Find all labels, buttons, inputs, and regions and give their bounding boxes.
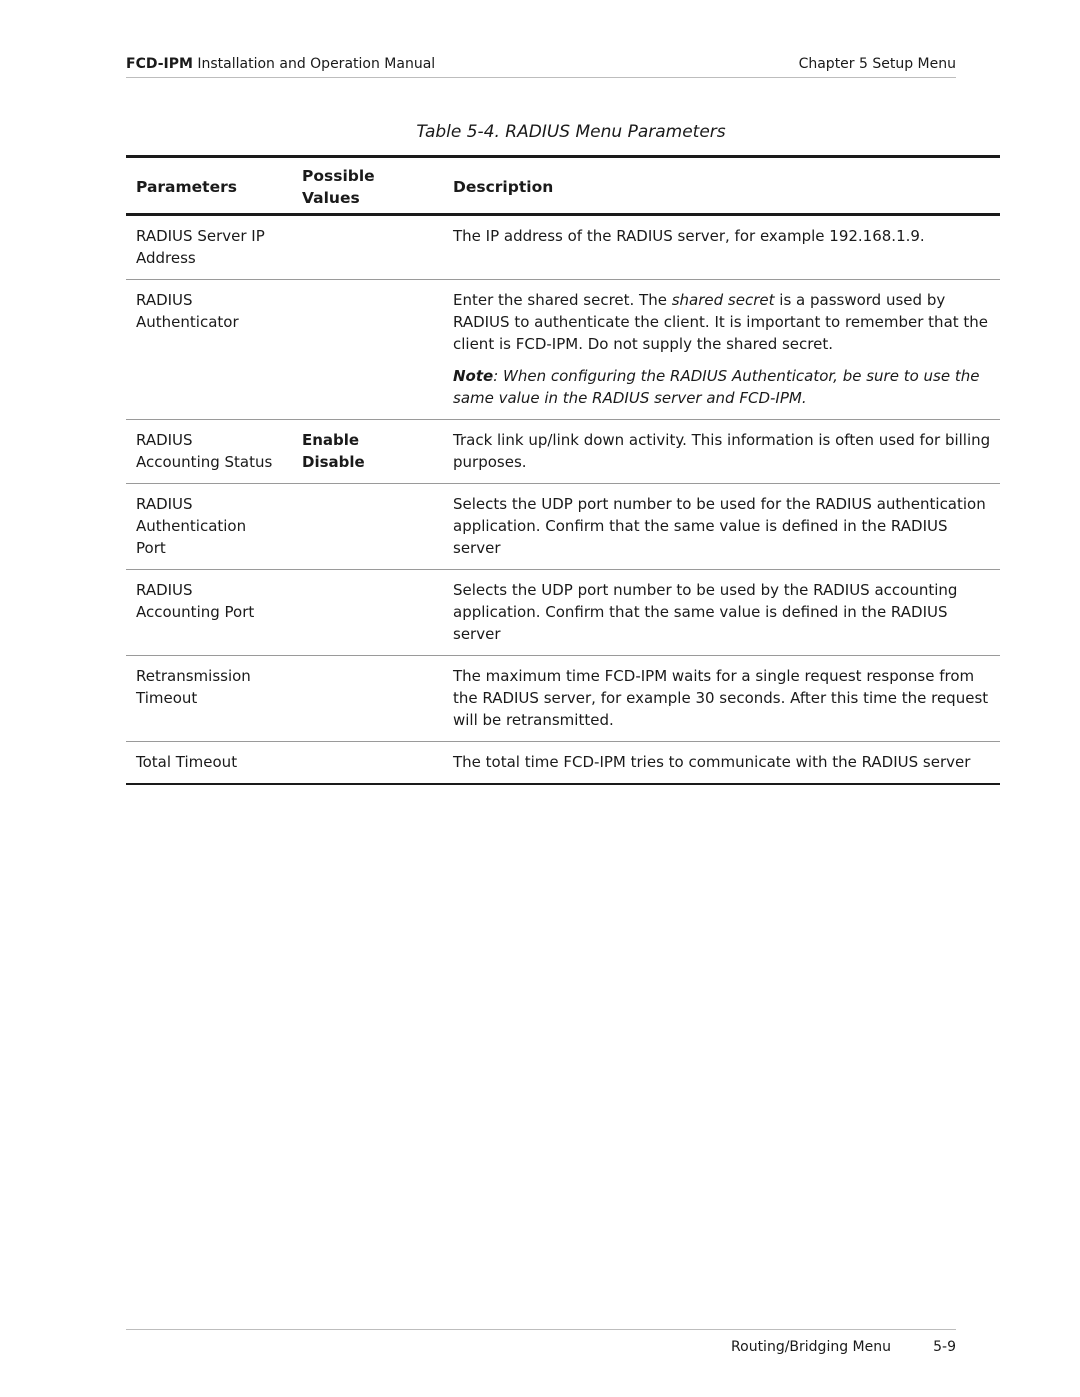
description-cell: Track link up/link down activity. This information is often used for billing purposes. <box>443 420 1000 484</box>
values-cell <box>292 215 443 280</box>
column-header-description: Description <box>443 157 1000 215</box>
value-disable: Disable <box>302 453 365 471</box>
param-cell: Retransmission Timeout <box>126 656 292 742</box>
column-header-parameters: Parameters <box>126 157 292 215</box>
table-row <box>126 420 1000 484</box>
page-footer <box>126 1329 956 1355</box>
values-cell <box>292 484 443 570</box>
param-cell: RADIUS Accounting Port <box>126 570 292 656</box>
table-row <box>126 484 1000 570</box>
description-cell: Selects the UDP port number to be used for the RADIUS authentication application. Confirm that the same value is defined in the RADIUS server <box>443 484 1000 570</box>
page-header <box>126 56 956 78</box>
value-enable: Enable <box>302 431 360 449</box>
values-cell <box>292 280 443 420</box>
table-row <box>126 280 1000 420</box>
chapter-title: Chapter 5 Setup Menu <box>798 56 956 72</box>
param-cell: RADIUS Authentication Port <box>126 484 292 570</box>
table-header-row <box>126 157 1000 215</box>
description-cell: The maximum time FCD-IPM waits for a single request response from the RADIUS server, for example 30 seconds. After this time the request will be retransmitted. <box>443 656 1000 742</box>
column-header-possible-values: Possible Values <box>292 157 443 215</box>
note: Note: When configuring the RADIUS Authenticator, be sure to use the same value in the RADIUS server and FCD-IPM. <box>453 367 980 407</box>
description-cell: The total time FCD-IPM tries to communicate with the RADIUS server <box>443 742 1000 785</box>
param-cell: RADIUS Authenticator <box>126 280 292 420</box>
values-cell <box>292 742 443 785</box>
values-cell <box>292 656 443 742</box>
table-row <box>126 215 1000 280</box>
footer-section: Routing/Bridging Menu <box>731 1339 891 1355</box>
description-cell: Selects the UDP port number to be used by the RADIUS accounting application. Confirm that the same value is defined in the RADIUS server <box>443 570 1000 656</box>
table-row <box>126 656 1000 742</box>
table-caption: Table 5-4. RADIUS Menu Parameters <box>416 122 726 142</box>
param-cell: RADIUS Server IP Address <box>126 215 292 280</box>
radius-parameters-table <box>126 155 1000 785</box>
values-cell <box>292 570 443 656</box>
table-row <box>126 742 1000 785</box>
page-number: 5-9 <box>933 1339 956 1355</box>
description-cell: Enter the shared secret. The shared secret is a password used by RADIUS to authenticate the client. It is important to remember that the client is FCD-IPM. Do not supply the shared secret. Note: When configuring the RADIUS Authenticator, be sure to use the same value in the RADIUS server and FCD-IPM. <box>443 280 1000 420</box>
description-cell: The IP address of the RADIUS server, for example 192.168.1.9. <box>443 215 1000 280</box>
table-row <box>126 570 1000 656</box>
manual-title: FCD-IPM Installation and Operation Manual <box>126 56 436 72</box>
values-cell <box>292 420 443 484</box>
param-cell: RADIUS Accounting Status <box>126 420 292 484</box>
param-cell: Total Timeout <box>126 742 292 785</box>
